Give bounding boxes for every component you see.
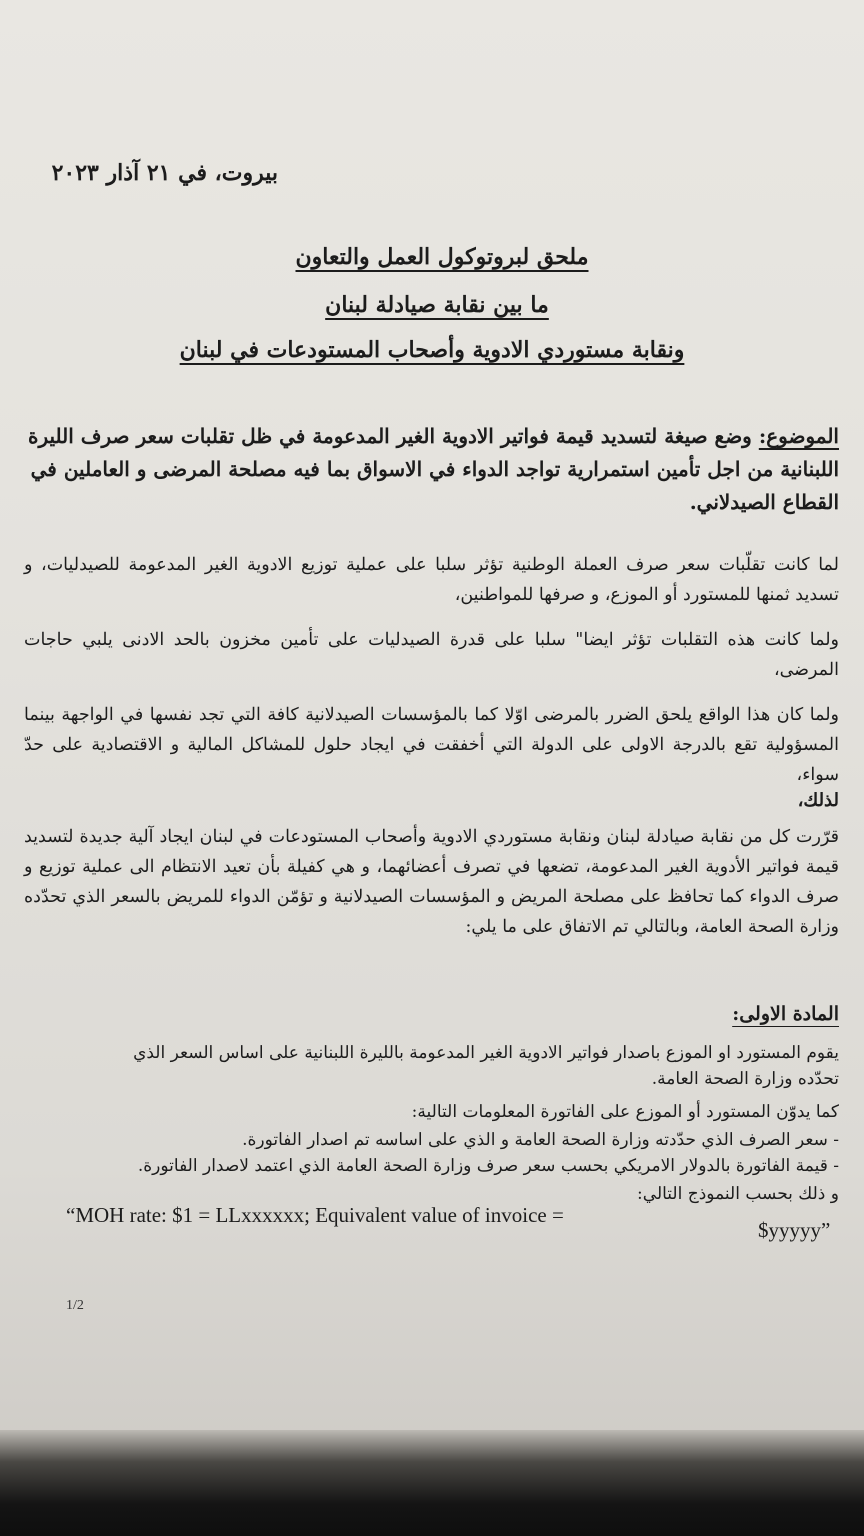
article-1-line-5: - قيمة الفاتورة بالدولار الامريكي بحسب سعر صرف وزارة الصحة العامة الذي اعتمد لاصدار الفاتورة. bbox=[137, 1156, 839, 1176]
title-line-2: ما بين نقابة صيادلة لبنان bbox=[325, 292, 549, 318]
title-line-1: ملحق لبروتوكول العمل والتعاون bbox=[295, 244, 589, 270]
article-1-line-2: تحدّده وزارة الصحة العامة. bbox=[651, 1069, 839, 1089]
formula-line-1: “MOH rate: $1 = LLxxxxxx; Equivalent value of invoice = bbox=[66, 1203, 564, 1227]
formula-line-2: $yyyyy” bbox=[758, 1218, 831, 1242]
paragraph-1: لما كانت تقلّبات سعر صرف العملة الوطنية تؤثر سلبا على عملية توزيع الادوية الغير المدعومة للصيدليات، و تسديد ثمنها للمستورد أو الموزع، و صرفها للمواطنين، bbox=[24, 555, 839, 605]
paragraph-4: قرّرت كل من نقابة صيادلة لبنان ونقابة مستوردي الادوية وأصحاب المستودعات في لبنان ايجاد آلية جديدة لتسديد قيمة فواتير الأدوية الغير المدعومة، تضعها في تصرف أعضائهما، و هي كفيلة بأن تعيد الانتظام الى عملية توزيع و صرف الدواء كما تحافظ على مصلحة المريض و المؤسسات الصيدلانية و تؤمّن الدواء للمريض بالسعر الذي تحدّده وزارة الصحة العامة، وبالتالي تم الاتفاق على ما يلي: bbox=[24, 827, 839, 937]
paragraph-2: ولما كانت هذه التقلبات تؤثر ايضا" سلبا على قدرة الصيدليات على تأمين مخزون بالحد الادنى يلبي حاجات المرضى، bbox=[24, 630, 839, 680]
article-1-line-1: يقوم المستورد او الموزع باصدار فواتير الادوية الغير المدعومة بالليرة اللبنانية على اساس السعر الذي bbox=[133, 1043, 839, 1063]
date-line: بيروت، في ٢١ آذار ٢٠٢٣ bbox=[51, 160, 278, 186]
page-number: 1/2 bbox=[66, 1298, 84, 1313]
paragraph-3: ولما كان هذا الواقع يلحق الضرر بالمرضى اوّلا كما بالمؤسسات الصيدلانية كافة التي تجد نفسها في الواجهة بينما المسؤولية تقع بالدرجة الاولى على الدولة التي أخفقت في ايجاد حلول للمشاكل المالية و الاقتصادية على حدّ سواء، bbox=[24, 705, 839, 785]
subject-label: الموضوع: bbox=[758, 424, 839, 448]
article-1-heading: المادة الاولى: bbox=[732, 1003, 839, 1025]
article-1-line-3: كما يدوّن المستورد أو الموزع على الفاتورة المعلومات التالية: bbox=[411, 1102, 839, 1122]
article-1-line-4: - سعر الصرف الذي حدّدته وزارة الصحة العامة و الذي على اساسه تم اصدار الفاتورة. bbox=[242, 1130, 839, 1150]
subject-block bbox=[19, 420, 839, 519]
therefore-heading: لذلك، bbox=[797, 790, 839, 811]
title-line-3: ونقابة مستوردي الادوية وأصحاب المستودعات في لبنان bbox=[179, 337, 685, 363]
article-1-line-6: و ذلك بحسب النموذج التالي: bbox=[637, 1184, 839, 1204]
subject-text: وضع صيغة لتسديد قيمة فواتير الادوية الغير المدعومة في ظل تقلبات سعر صرف الليرة اللبنانية من اجل تأمين استمرارية تواجد الدواء في الاسواق بما فيه مصلحة المرضى و العاملين في القطاع الصيدلاني. bbox=[27, 424, 839, 514]
table-surface bbox=[0, 1430, 864, 1536]
